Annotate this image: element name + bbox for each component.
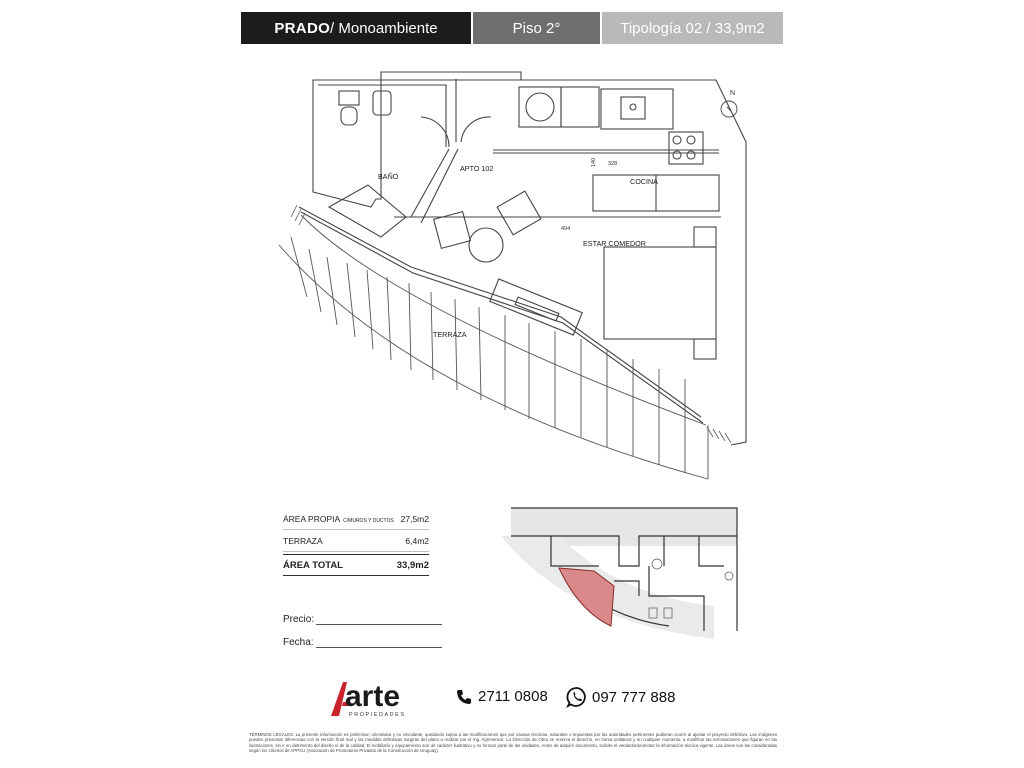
header-typology: Tipología 02 / 33,9m2 xyxy=(602,12,783,44)
area-row-terraza xyxy=(283,530,429,552)
floor-plan-sheet xyxy=(241,12,783,764)
brand-name: arte xyxy=(345,680,401,713)
phone-icon xyxy=(456,689,472,705)
dim-494: 494 xyxy=(561,226,571,232)
dim-328: 328 xyxy=(608,161,618,167)
label-estar: ESTAR COMEDOR xyxy=(583,239,646,248)
unit-floor-plan xyxy=(261,67,761,492)
whatsapp-contact[interactable] xyxy=(566,686,675,708)
area-label: ÁREA PROPIA C/MUROS Y DUCTOS xyxy=(283,513,394,524)
price-label: Precio: xyxy=(283,614,315,625)
header-floor: Piso 2° xyxy=(473,12,600,44)
label-cocina: COCINA xyxy=(630,177,658,186)
header-project xyxy=(241,12,471,44)
area-row-propia xyxy=(283,508,429,530)
brand-sub: PROPIEDADES xyxy=(349,712,406,718)
phone-number: 2711 0808 xyxy=(478,688,548,705)
area-table xyxy=(283,508,429,576)
arte-logo xyxy=(329,680,434,720)
whatsapp-icon xyxy=(566,686,588,708)
area-value: 27,5m2 xyxy=(400,513,429,524)
area-total-label: ÁREA TOTAL xyxy=(283,559,343,571)
phone-contact[interactable] xyxy=(456,688,548,705)
north-label: N xyxy=(730,90,736,97)
price-row xyxy=(283,602,442,625)
price-date-form xyxy=(283,602,442,648)
legal-terms: TÉRMINOS LEGALES: La presente información es preliminar, orientativa y no vinculante, quedando sujeta a las modificaciones que por causas técnicas, naturales o impuestas por las autoridades pertinentes pudieran ocurrir al ajustar el proyecto definitivo. Las imágenes pueden presentar diferencias con la versión final real y las medidas definitivas surgirán del plano a realizar por el Ing. Agrimensor. La Dirección de Obra se reserva el derecho, en forma unilateral y en cualquier momento, a modificar las terminaciones que figuran en las ilustraciones, sin ir en detrimento del diseño ni de la calidad. El mobiliario y equipamiento son de carácter ilustrativo y no forman parte de las unidades. Antes de adquirir documento, solicite el vendedor/promotor la información técnica vigente. Las áreas son las consideradas según los criterios de APPCU (Asociación de Promotores Privados de la Construcción de Uruguay). xyxy=(249,732,777,753)
date-label: Fecha: xyxy=(283,637,314,648)
label-apto: APTO 102 xyxy=(460,164,494,173)
dim-140: 140 xyxy=(591,157,597,167)
whatsapp-number: 097 777 888 xyxy=(592,688,676,706)
label-bano: BAÑO xyxy=(378,172,399,181)
date-line xyxy=(316,637,442,648)
project-name: PRADO xyxy=(274,19,331,37)
key-plan xyxy=(499,506,739,641)
area-total-value: 33,9m2 xyxy=(396,559,429,571)
area-row-total xyxy=(283,554,429,576)
area-value: 6,4m2 xyxy=(405,535,429,546)
unit-type: / Monoambiente xyxy=(330,19,438,37)
label-terraza: TERRAZA xyxy=(433,330,467,339)
area-label: TERRAZA xyxy=(283,535,323,546)
date-row xyxy=(283,625,442,648)
price-line xyxy=(316,614,442,625)
